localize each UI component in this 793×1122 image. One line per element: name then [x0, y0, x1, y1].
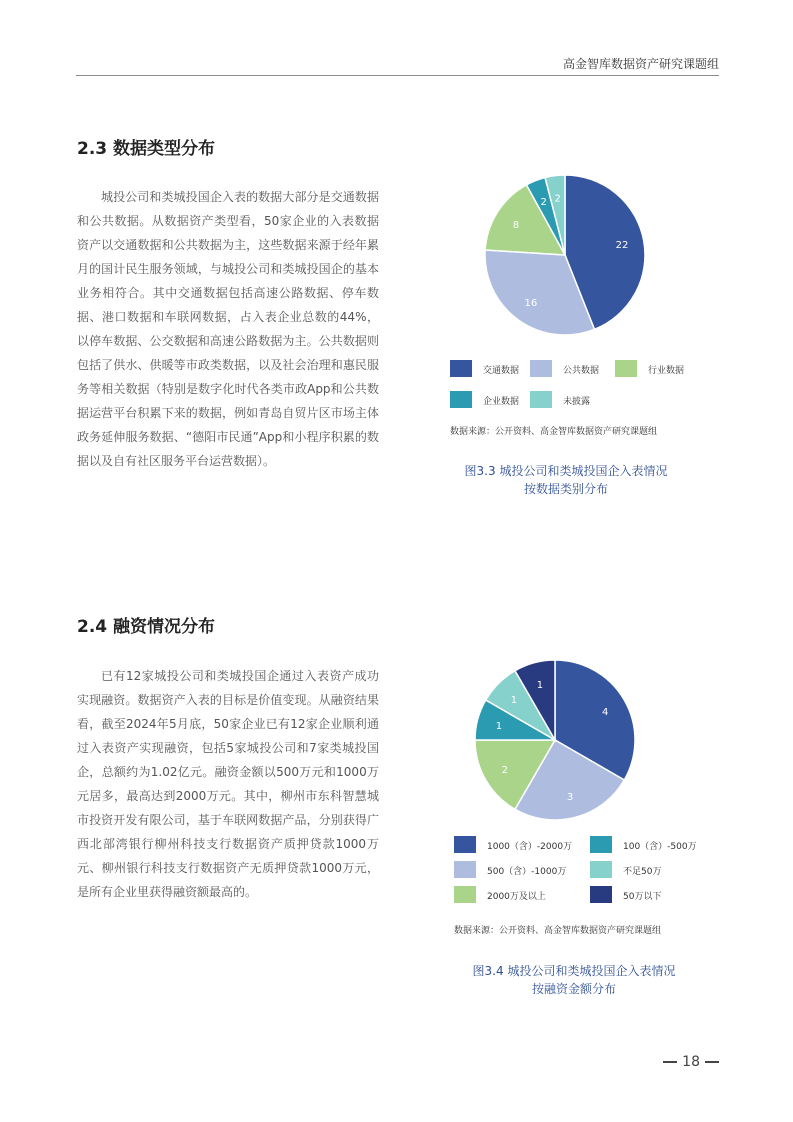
- legend-label: 50万以下: [623, 892, 662, 902]
- legend-swatch: [454, 836, 476, 853]
- legend-swatch: [450, 360, 472, 377]
- pie2-slice-label-0: 4: [602, 707, 609, 718]
- pie2-slice-label-5: 1: [536, 679, 544, 691]
- section-2-3-paragraph: 城投公司和类城投国企入表的数据大部分是交通数据和公共数据。从数据资产类型看，50家企业的入表数据资产以交通数据和公共数据为主，这些数据来源于经年累月的国计民生服务领域，与城投公司和类城投国企的基本业务相符合。其中交通数据包括高速公路数据、停车数据、港口数据和车联网数据，占入表企业总数的44%，以停车数据、公交数据和高速公路数据为主。公共数据则包括了供水、供暖等市政类数据，以及社会治理和惠民服务等相关数据（特别是数字化时代各类市政App和公共数据运营平台积累下来的数据，例如青岛自贸片区市场主体政务延伸服务数据、“德阳市民通”App和小程序积累的数据以及自有社区服务平台运营数据）。: [77, 190, 379, 468]
- pie2-slice-label-1: 3: [566, 792, 574, 804]
- legend-swatch: [590, 886, 612, 903]
- page-number-dash-right: [705, 1061, 719, 1063]
- legend-label: 行业数据: [648, 366, 685, 376]
- header-title: 高金智库数据资产研究课题组: [562, 57, 719, 71]
- pie2-slice-label-4: 1: [510, 694, 518, 706]
- legend-swatch: [590, 861, 612, 878]
- legend-label: 不足50万: [623, 867, 662, 877]
- legend-swatch: [450, 391, 472, 408]
- pie-chart-data-type: [470, 160, 660, 350]
- pie1-slice-label-4: 2: [554, 193, 561, 205]
- legend-label: 100（含）-500万: [623, 842, 697, 852]
- legend-label: 1000（含）-2000万: [487, 842, 573, 852]
- legend-label: 交通数据: [483, 366, 520, 376]
- legend-swatch: [590, 836, 612, 853]
- legend-label: 未披露: [563, 397, 591, 407]
- pie2-legend: [454, 836, 754, 906]
- pie2-source: 数据来源：公开资料、高金智库数据资产研究课题组: [454, 926, 662, 936]
- header-divider: [76, 75, 719, 76]
- section-2-4-paragraph: 已有12家城投公司和类城投国企通过入表资产成功实现融资。数据资产入表的目标是价值变现。从融资结果看，截至2024年5月底，50家企业已有12家企业顺利通过入表资产实现融资，包括5家城投公司和7家类城投国企，总额约为1.02亿元。融资金额以500万元和1000万元居多，最高达到2000万元。其中，柳州市东科智慧城市投资开发有限公司，基于车联网数据产品，分别获得广西北部湾银行柳州科技支行数据资产质押贷款1000万元、柳州银行科技支行数据资产无质押贷款1000万元，是所有企业里获得融资额最高的。: [77, 669, 379, 899]
- page-number-value: 18: [682, 1054, 700, 1070]
- page-number-dash-left: [663, 1061, 677, 1063]
- pie2-slice-label-2: 2: [501, 765, 508, 776]
- legend-label: 企业数据: [483, 397, 520, 407]
- pie-chart-financing: [460, 645, 650, 835]
- pie1-source: 数据来源：公开资料、高金智库数据资产研究课题组: [450, 427, 658, 437]
- page-number: [663, 1054, 719, 1070]
- legend-swatch: [454, 886, 476, 903]
- legend-swatch: [615, 360, 637, 377]
- legend-swatch: [454, 861, 476, 878]
- pie2-caption: [454, 962, 694, 998]
- legend-label: 500（含）-1000万: [487, 867, 567, 877]
- pie2-slice-label-3: 1: [495, 720, 503, 732]
- pie1-slice-label-1: 16: [524, 297, 538, 309]
- pie1-slice-label-0: 22: [615, 240, 629, 252]
- pie1-caption-line2: 按数据类别分布: [523, 482, 608, 496]
- pie2-caption-line2: 按融资金额分布: [531, 982, 616, 996]
- pie1-slice-label-3: 2: [540, 197, 547, 209]
- section-title-2-3: 2.3 数据类型分布: [77, 139, 216, 159]
- pie2-caption-line1: 图3.4 城投公司和类城投国企入表情况: [472, 964, 676, 978]
- legend-swatch: [530, 360, 552, 377]
- section-title-2-4: 2.4 融资情况分布: [77, 617, 216, 637]
- legend-swatch: [530, 391, 552, 408]
- pie1-legend: [450, 360, 730, 415]
- pie1-caption-line1: 图3.3 城投公司和类城投国企入表情况: [464, 464, 668, 478]
- pie1-caption: [446, 462, 686, 498]
- legend-label: 2000万及以上: [487, 892, 546, 902]
- legend-label: 公共数据: [563, 366, 600, 376]
- pie1-slice-label-2: 8: [512, 219, 520, 231]
